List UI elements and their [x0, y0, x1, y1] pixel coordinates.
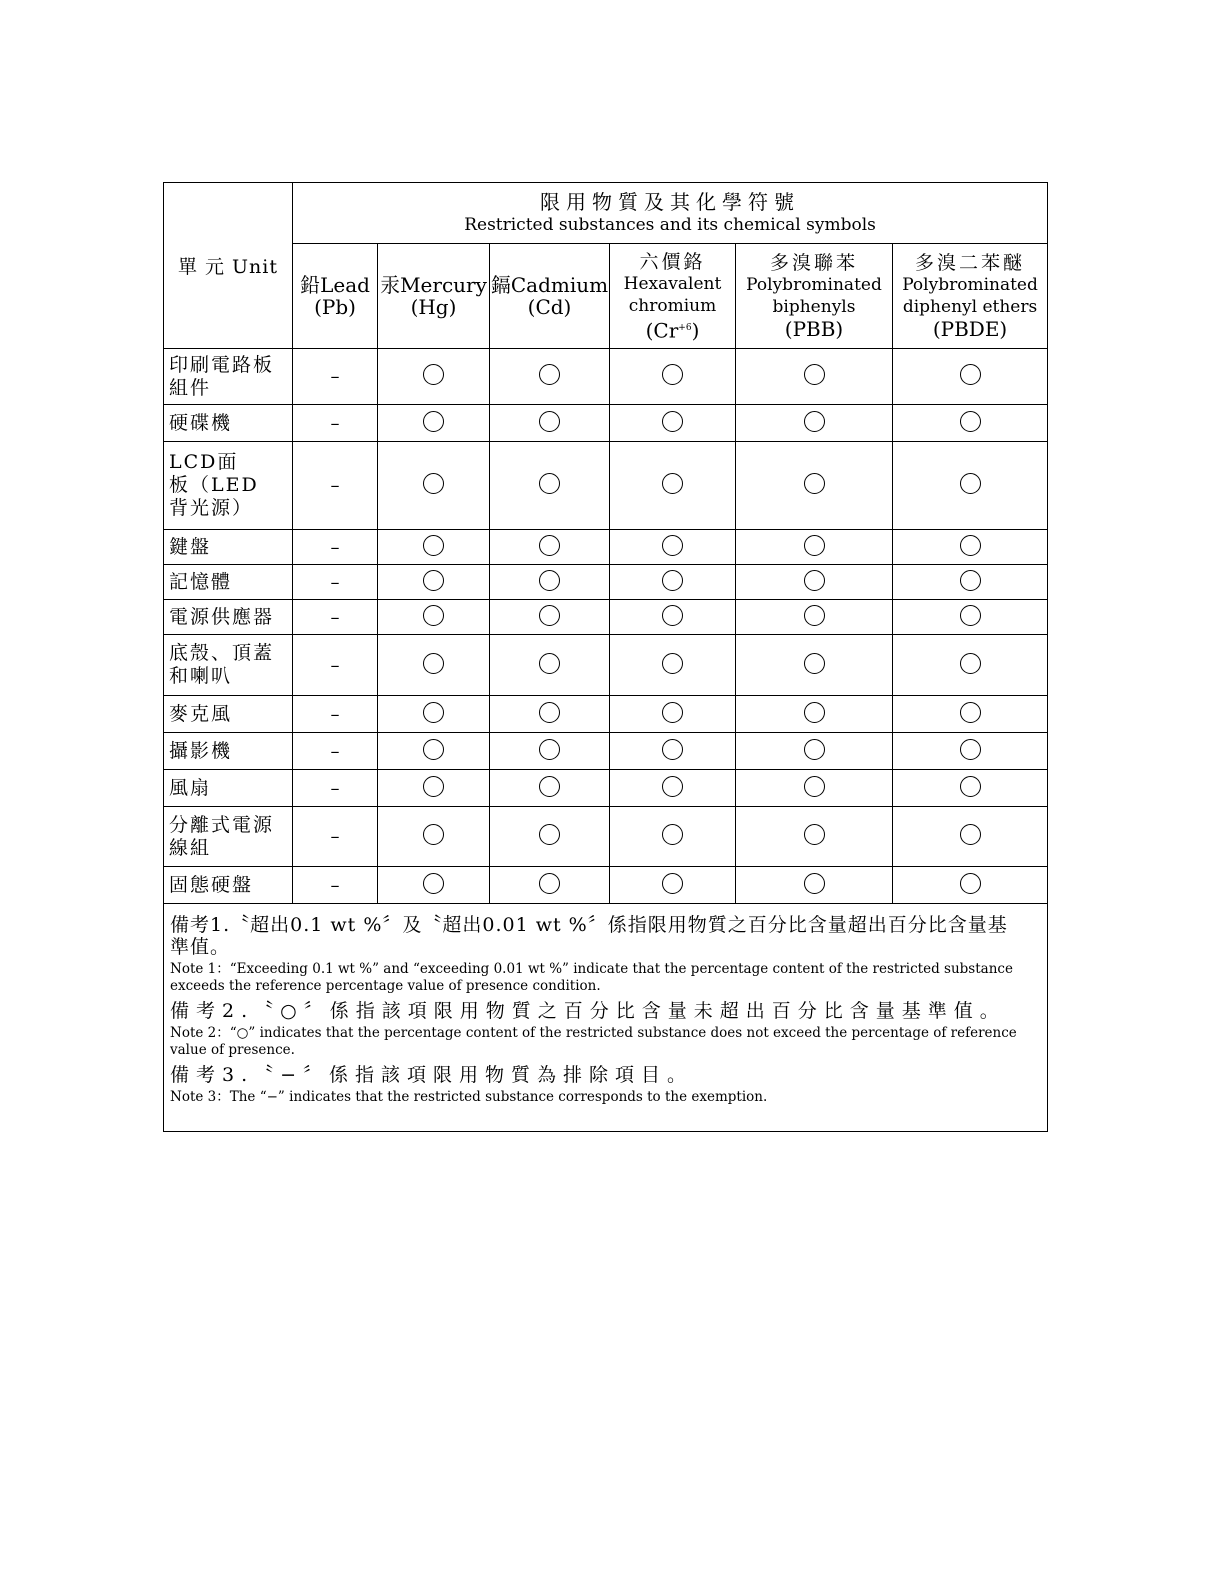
- dash-mark: –: [330, 366, 340, 387]
- unit-header: 單 元 Unit: [164, 183, 293, 349]
- circle-mark: [423, 473, 444, 494]
- component-name: 底殼、頂蓋和喇叭: [164, 635, 293, 696]
- circle-mark: [804, 873, 825, 894]
- circle-mark: [423, 653, 444, 674]
- circle-mark: [539, 653, 560, 674]
- circle-mark: [804, 570, 825, 591]
- title-cn: 限用物質及其化學符號: [540, 190, 801, 214]
- table-row: [164, 696, 1048, 733]
- circle-mark: [662, 364, 683, 385]
- dash-mark: –: [330, 536, 340, 558]
- table-row: [164, 565, 1048, 600]
- circle-mark: [960, 570, 981, 591]
- dash-mark: –: [330, 412, 340, 434]
- circle-mark: [539, 873, 560, 894]
- col-lead: 鉛Lead (Pb): [293, 244, 378, 349]
- circle-mark: [423, 702, 444, 723]
- component-name: 鍵盤: [164, 530, 293, 565]
- circle-mark: [423, 570, 444, 591]
- circle-mark: [960, 364, 981, 385]
- circle-mark: [539, 570, 560, 591]
- table-row: [164, 867, 1048, 904]
- dash-mark: –: [330, 740, 340, 762]
- dash-mark: –: [330, 874, 340, 896]
- circle-mark: [539, 739, 560, 760]
- circle-mark: [423, 873, 444, 894]
- circle-mark: [804, 364, 825, 385]
- circle-mark: [539, 776, 560, 797]
- table-row: [164, 635, 1048, 696]
- table-row: [164, 442, 1048, 530]
- table-row: [164, 530, 1048, 565]
- circle-mark: [423, 739, 444, 760]
- circle-mark: [960, 473, 981, 494]
- note2-cn: 備考2.〝○〞係指該項限用物質之百分比含量未超出百分比含量基準值。: [170, 1000, 1006, 1022]
- circle-mark: [804, 535, 825, 556]
- component-name: 固態硬盤: [164, 867, 293, 904]
- circle-mark: [960, 702, 981, 723]
- circle-mark: [804, 824, 825, 845]
- circle-mark: [662, 535, 683, 556]
- col-pbde: 多溴二苯醚 Polybrominated diphenyl ethers (PBDE): [893, 244, 1048, 349]
- table-row: [164, 770, 1048, 807]
- dash-mark: –: [330, 606, 340, 628]
- circle-mark: [662, 873, 683, 894]
- component-name: 印刷電路板組件: [164, 349, 293, 405]
- dash-mark: –: [330, 826, 340, 847]
- circle-mark: [539, 535, 560, 556]
- circle-mark: [804, 702, 825, 723]
- table-row: [164, 733, 1048, 770]
- circle-mark: [539, 605, 560, 626]
- circle-mark: [662, 570, 683, 591]
- circle-mark: [539, 364, 560, 385]
- circle-mark: [662, 824, 683, 845]
- title-en: Restricted substances and its chemical symbols: [464, 215, 876, 235]
- table-row: [164, 807, 1048, 867]
- circle-mark: [662, 702, 683, 723]
- component-name: 攝影機: [164, 733, 293, 770]
- circle-mark: [539, 473, 560, 494]
- circle-mark: [662, 411, 683, 432]
- circle-mark: [804, 605, 825, 626]
- component-name: 記憶體: [164, 565, 293, 600]
- circle-mark: [960, 873, 981, 894]
- note2-en: Note 2：“○” indicates that the percentage content of the restricted substance does not exceed the percentage of reference value of presence.: [170, 1025, 1017, 1058]
- component-name: LCD面板（LED背光源）: [164, 442, 293, 530]
- component-name: 硬碟機: [164, 405, 293, 442]
- col-pbb: 多溴聯苯 Polybrominated biphenyls (PBB): [736, 244, 893, 349]
- circle-mark: [960, 411, 981, 432]
- note3-cn: 備考3.〝−〞係指該項限用物質為排除項目。: [170, 1064, 694, 1086]
- component-name: 分離式電源線組: [164, 807, 293, 867]
- restricted-substances-table: [163, 182, 1048, 1132]
- circle-mark: [423, 605, 444, 626]
- circle-mark: [423, 364, 444, 385]
- col-cadmium: 鎘Cadmium (Cd): [490, 244, 610, 349]
- note3-en: Note 3：The “−” indicates that the restricted substance corresponds to the exemption.: [170, 1089, 768, 1105]
- note1-en: Note 1：“Exceeding 0.1 wt %” and “exceeding 0.01 wt %” indicate that the percentage content of the restricted substance exceeds the reference percentage value of presence condition.: [170, 961, 1013, 994]
- circle-mark: [804, 411, 825, 432]
- circle-mark: [423, 411, 444, 432]
- substances-header: [293, 183, 1048, 244]
- circle-mark: [662, 776, 683, 797]
- circle-mark: [662, 605, 683, 626]
- circle-mark: [662, 739, 683, 760]
- circle-mark: [662, 473, 683, 494]
- circle-mark: [662, 653, 683, 674]
- component-name: 風扇: [164, 770, 293, 807]
- circle-mark: [804, 473, 825, 494]
- circle-mark: [960, 653, 981, 674]
- circle-mark: [539, 702, 560, 723]
- notes-section: [164, 904, 1048, 1132]
- col-mercury: 汞Mercury (Hg): [378, 244, 490, 349]
- circle-mark: [960, 605, 981, 626]
- circle-mark: [423, 535, 444, 556]
- dash-mark: –: [330, 654, 340, 676]
- circle-mark: [960, 535, 981, 556]
- dash-mark: –: [330, 571, 340, 593]
- dash-mark: –: [330, 777, 340, 799]
- circle-mark: [539, 411, 560, 432]
- table-row: [164, 405, 1048, 442]
- col-hexavalent-chromium: 六價鉻 Hexavalent chromium $(Cr^{+6})$: [610, 244, 736, 349]
- component-name: 麥克風: [164, 696, 293, 733]
- component-name: 電源供應器: [164, 600, 293, 635]
- circle-mark: [804, 739, 825, 760]
- circle-mark: [804, 776, 825, 797]
- circle-mark: [539, 824, 560, 845]
- circle-mark: [423, 776, 444, 797]
- note1-cn: 備考1.〝超出0.1 wt %〞及〝超出0.01 wt %〞係指限用物質之百分比含量超出百分比含量基準值。: [170, 914, 1008, 958]
- circle-mark: [423, 824, 444, 845]
- dash-mark: –: [330, 475, 340, 496]
- circle-mark: [960, 776, 981, 797]
- table-row: [164, 349, 1048, 405]
- circle-mark: [804, 653, 825, 674]
- dash-mark: –: [330, 703, 340, 725]
- circle-mark: [960, 739, 981, 760]
- table-row: [164, 600, 1048, 635]
- circle-mark: [960, 824, 981, 845]
